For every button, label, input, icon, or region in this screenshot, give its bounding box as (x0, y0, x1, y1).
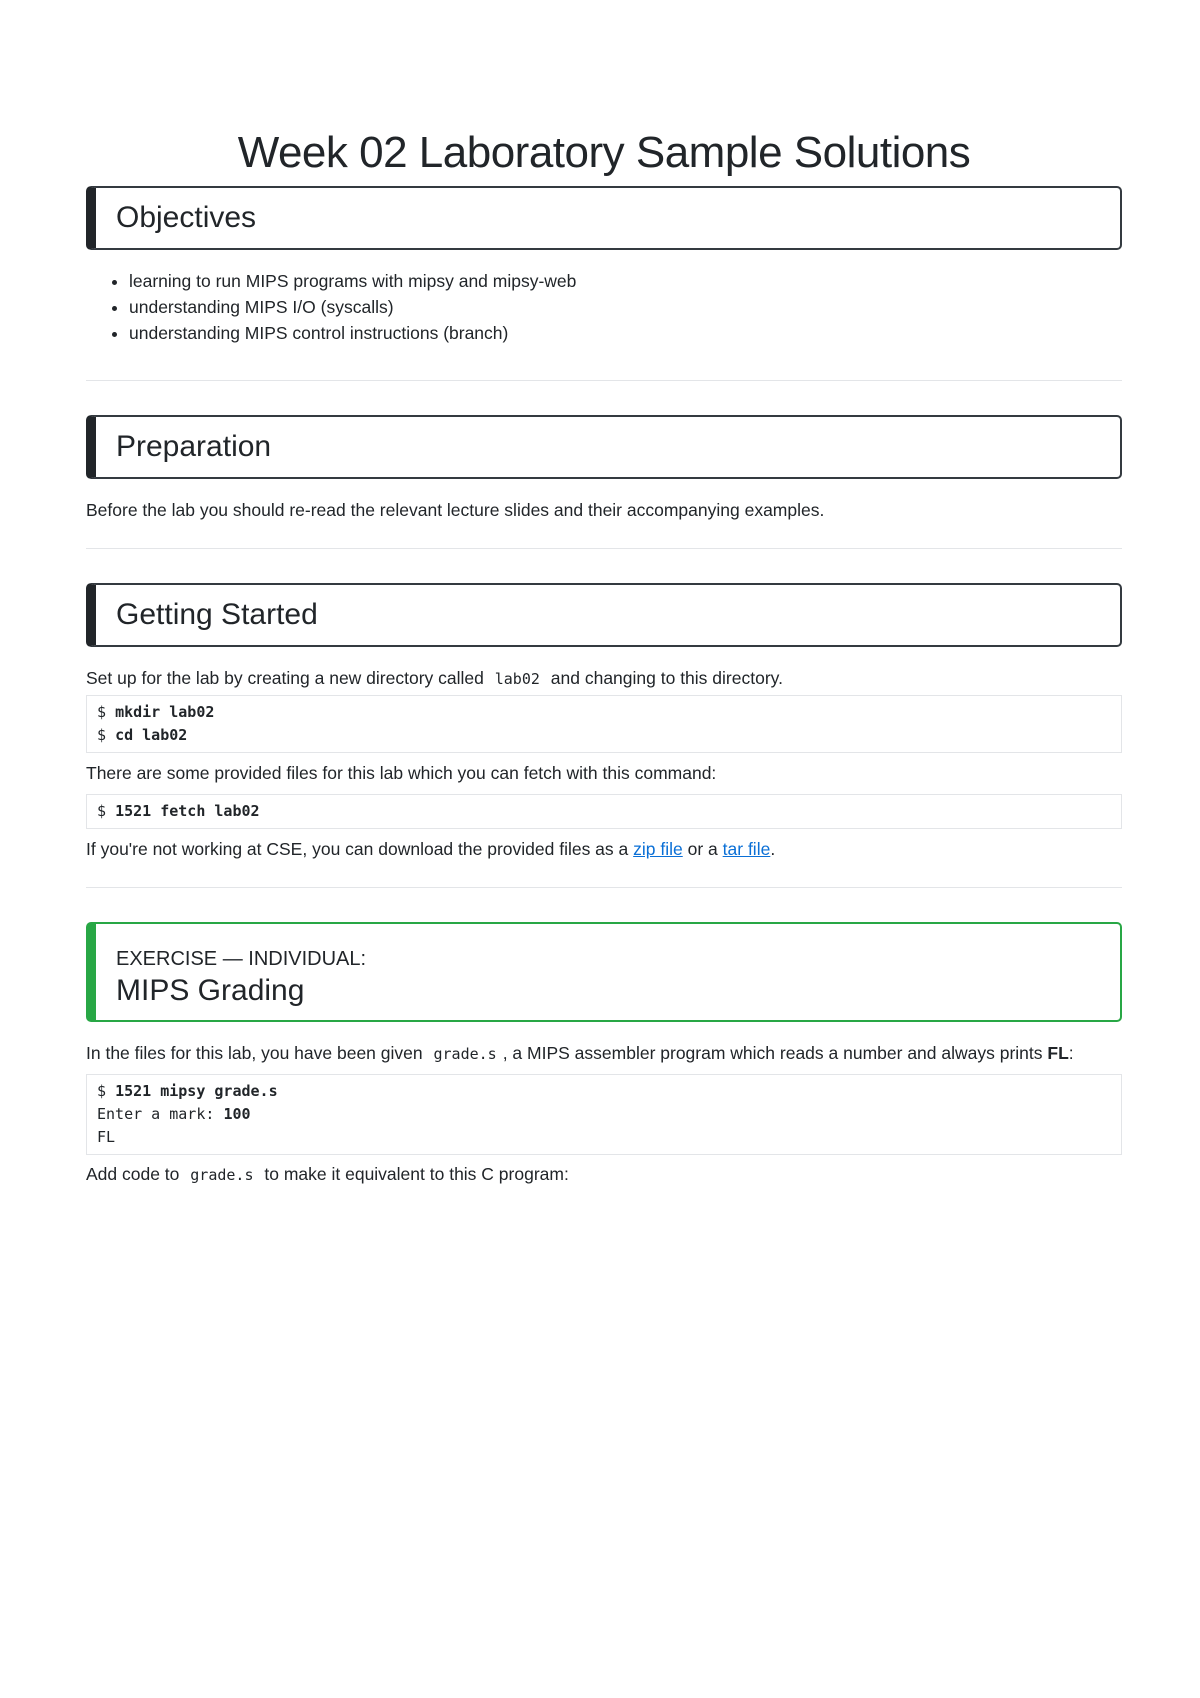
code-line (97, 1103, 1111, 1126)
preparation-header (86, 415, 1122, 479)
task-text: to make it equivalent to this C program: (264, 1164, 569, 1184)
intro-text: and changing to this directory. (550, 668, 783, 688)
objectives-heading: Objectives (116, 201, 257, 234)
program-output: FL (97, 1128, 116, 1146)
shell-prompt: $ (97, 802, 107, 820)
task-text: Add code to (86, 1164, 180, 1184)
download-text-part: or a (687, 839, 718, 859)
exercise-intro (86, 1040, 1122, 1067)
shell-prompt: $ (97, 703, 107, 721)
intro-text: : (1068, 1043, 1074, 1063)
list-item: • understanding MIPS I/O (syscalls) (129, 294, 576, 320)
inline-code: grade.s (190, 1166, 254, 1184)
preparation-text: Before the lab you should re-read the relevant lecture slides and their accompanying examples. (86, 500, 825, 520)
code-line (97, 1126, 1111, 1149)
fetch-code-block (86, 794, 1122, 829)
objectives-list (86, 268, 576, 346)
shell-command: mkdir lab02 (115, 703, 215, 721)
preparation-heading: Preparation (116, 430, 272, 463)
section-divider (86, 887, 1122, 888)
download-text-part: . (770, 839, 776, 859)
intro-text: , a MIPS assembler program which reads a number and always prints (502, 1043, 1043, 1063)
intro-text: In the files for this lab, you have been given (86, 1043, 423, 1063)
tar-file-link[interactable]: tar file (722, 839, 771, 859)
shell-prompt: $ (97, 726, 107, 744)
fetch-text: There are some provided files for this lab which you can fetch with this command: (86, 763, 717, 783)
intro-text: Set up for the lab by creating a new directory called (86, 668, 484, 688)
code-line (97, 701, 1111, 724)
getting-started-header (86, 583, 1122, 647)
exercise-task (86, 1161, 1122, 1188)
setup-code-block (86, 695, 1122, 753)
list-item: • understanding MIPS control instructions (branch) (129, 320, 576, 346)
shell-command: cd lab02 (115, 726, 188, 744)
download-text-part: If you're not working at CSE, you can download the provided files as a (86, 839, 629, 859)
shell-command: 1521 fetch lab02 (115, 802, 260, 820)
mipsy-session-block (86, 1074, 1122, 1155)
exercise-header (86, 922, 1122, 1022)
getting-started-heading: Getting Started (116, 598, 318, 631)
inline-code: lab02 (494, 670, 540, 688)
exercise-title: MIPS Grading (116, 974, 305, 1007)
shell-command: 1521 mipsy grade.s (115, 1082, 278, 1100)
code-line (97, 800, 1111, 823)
list-item: • learning to run MIPS programs with mipsy and mipsy-web (129, 268, 576, 294)
objectives-header (86, 186, 1122, 250)
shell-prompt: $ (97, 1082, 107, 1100)
page-title: Week 02 Laboratory Sample Solutions (237, 128, 971, 177)
program-prompt: Enter a mark: (97, 1105, 215, 1123)
bold-text: FL (1047, 1043, 1069, 1063)
download-text (86, 836, 1122, 862)
inline-code: grade.s (433, 1045, 497, 1063)
section-divider (86, 380, 1122, 381)
exercise-kind: EXERCISE — INDIVIDUAL: (116, 948, 367, 970)
user-input: 100 (223, 1105, 251, 1123)
code-line (97, 1080, 1111, 1103)
getting-started-intro (86, 665, 1122, 692)
zip-file-link[interactable]: zip file (633, 839, 683, 859)
section-divider (86, 548, 1122, 549)
code-line (97, 724, 1111, 747)
